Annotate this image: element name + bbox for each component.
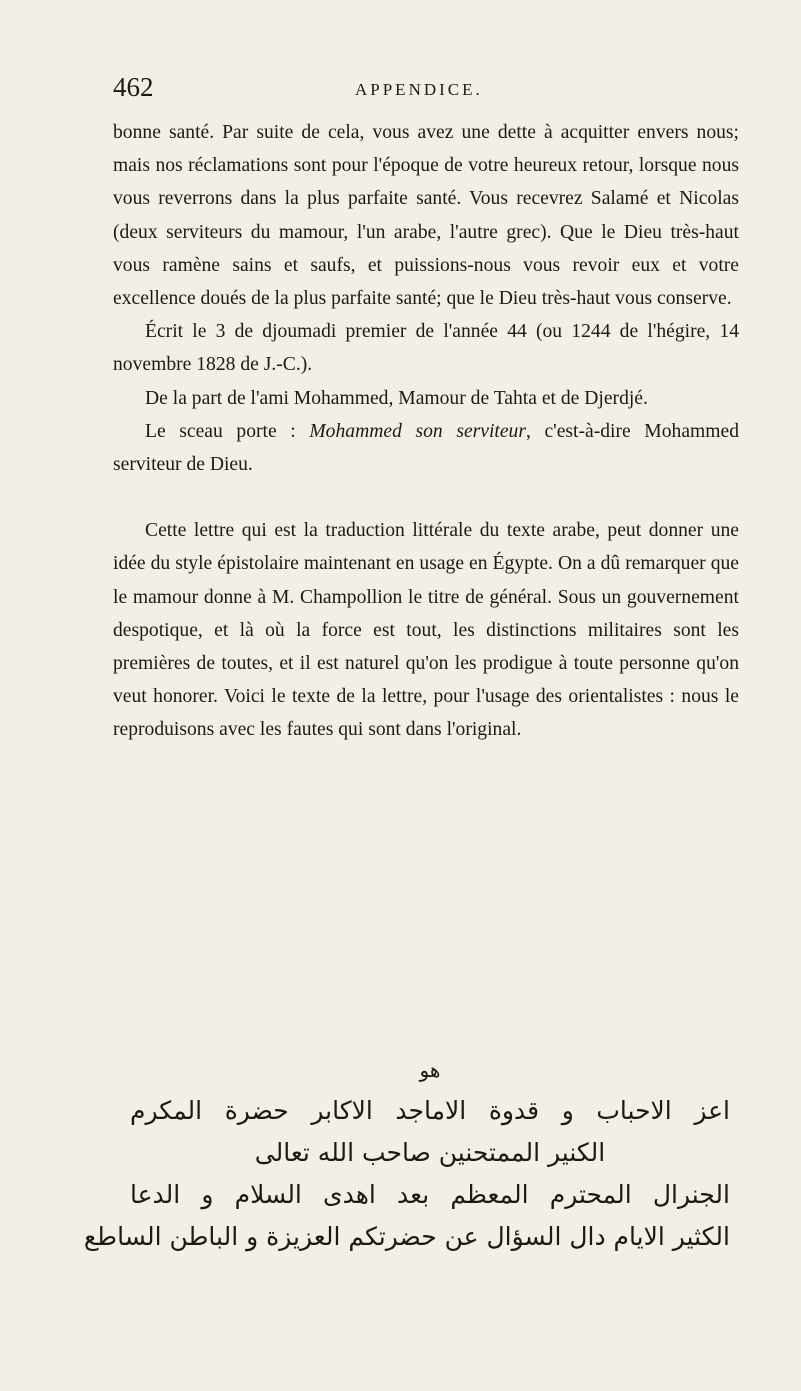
seal-italic: Mohammed son serviteur (309, 420, 526, 442)
seal-paragraph (113, 415, 739, 481)
arabic-line: اعز الاحباب و قدوة الاماجد الاكابر حضرة المكرم (130, 1096, 730, 1125)
page-number: 462 (113, 72, 154, 102)
running-title: APPENDICE. (355, 80, 483, 99)
paragraph-gap (113, 481, 739, 514)
arabic-line: الجنرال المحترم المعظم بعد اهدى السلام و الدعا (130, 1180, 730, 1209)
paragraph: bonne santé. Par suite de cela, vous avez une dette à acquitter envers nous; mais nos réclamations sont pour l'époque de votre heureux retour, lorsque nous vous reverrons dans la plus parfaite santé. Vous recevrez Salamé et Nicolas (deux serviteurs du mamour, l'un arabe, l'autre grec). Que le Dieu très-haut vous ramène sains et saufs, et puissions-nous vous revoir eux et votre excellence doués de la plus parfaite santé; que le Dieu très-haut vous conserve. (113, 122, 739, 310)
paragraph: Écrit le 3 de djoumadi premier de l'année 44 (ou 1244 de l'hégire, 14 novembre 1828 de J.-C.). (113, 321, 739, 376)
arabic-line: الكنير الممتحنين صاحب الله تعالى (254, 1138, 606, 1167)
seal-prefix: Le sceau porte : (145, 420, 310, 442)
body-text (113, 116, 739, 747)
arabic-line: الكثير الايام دال السؤال عن حضرتكم العزيزة و الباطن الساطع (83, 1222, 730, 1251)
paragraph: Cette lettre qui est la traduction littérale du texte arabe, peut donner une idée du style épistolaire maintenant en usage en Égypte. On a dû remarquer que le mamour donne à M. Champollion le titre de général. Sous un gouvernement despotique, et là où la force est tout, les distinctions militaires sont les premières de toutes, et il est naturel qu'on les prodigue à toute personne qu'on veut honorer. Voici le texte de la lettre, pour l'usage des orientalistes : nous le reproduisons avec les fautes qui sont dans l'original. (113, 520, 739, 741)
page-header (113, 72, 713, 108)
seal-suffix: , c'est-à-dire Mohammed serviteur de Dieu. (113, 420, 739, 476)
arabic-heading: هو (419, 1058, 441, 1082)
paragraph: De la part de l'ami Mohammed, Mamour de Tahta et de Djerdjé. (145, 387, 648, 409)
arabic-text (83, 1050, 730, 1258)
